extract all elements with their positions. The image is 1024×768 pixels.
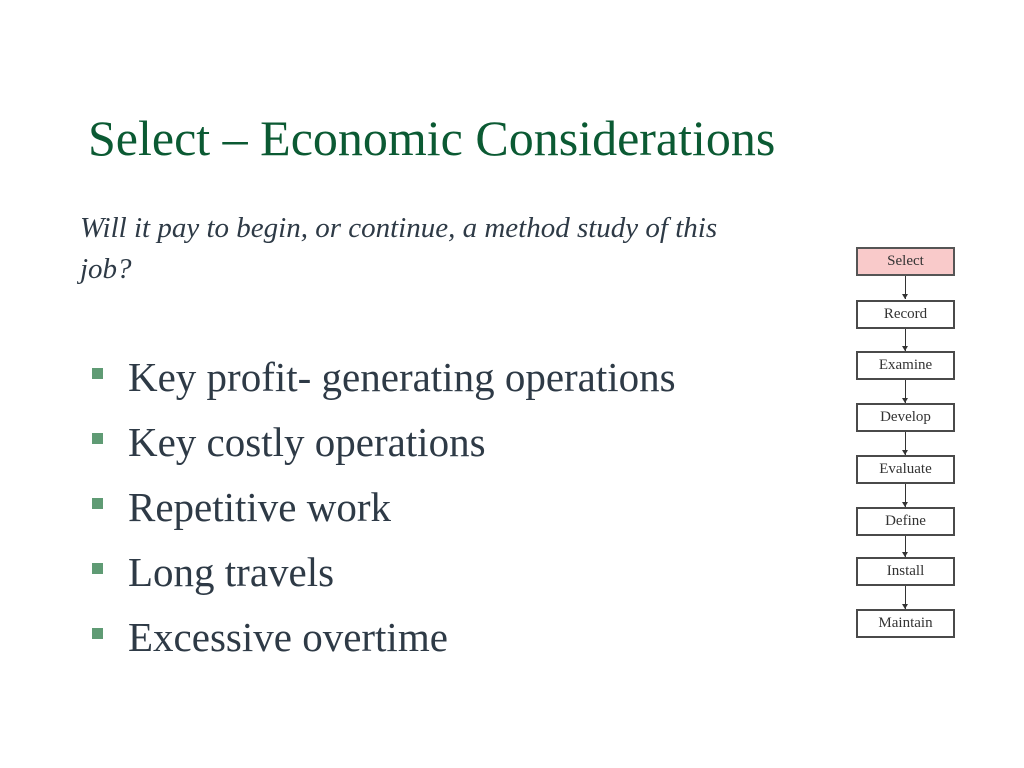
square-bullet-icon [92,628,103,639]
method-study-flowchart [856,247,955,639]
flow-arrow [905,276,906,299]
flow-step-maintain: Maintain [856,609,955,638]
bullet-item [92,409,676,474]
flow-arrow [905,536,906,557]
flow-step-develop: Develop [856,403,955,432]
square-bullet-icon [92,368,103,379]
flow-arrow [905,484,906,507]
bullet-item [92,539,676,604]
flow-step-evaluate: Evaluate [856,455,955,484]
flow-step-install: Install [856,557,955,586]
bullet-item [92,604,676,669]
bullet-text: Repetitive work [128,483,392,530]
flow-step-examine: Examine [856,351,955,380]
square-bullet-icon [92,563,103,574]
flow-step-record: Record [856,300,955,329]
slide-title: Select – Economic Considerations [88,110,776,166]
bullet-text: Key profit- generating operations [128,353,676,400]
bullet-text: Long travels [128,548,335,595]
bullet-item [92,344,676,409]
flow-step-select: Select [856,247,955,276]
square-bullet-icon [92,498,103,509]
flow-arrow [905,432,906,455]
flow-step-define: Define [856,507,955,536]
bullet-item [92,474,676,539]
arrow-down-icon [902,294,908,299]
slide-question: Will it pay to begin, or continue, a method study of this job? [80,212,718,285]
flow-arrow [905,380,906,403]
square-bullet-icon [92,433,103,444]
bullet-text: Excessive overtime [128,613,448,660]
flow-arrow [905,586,906,609]
flow-arrow [905,329,906,351]
bullet-text: Key costly operations [128,418,486,465]
bullet-list [92,344,676,669]
